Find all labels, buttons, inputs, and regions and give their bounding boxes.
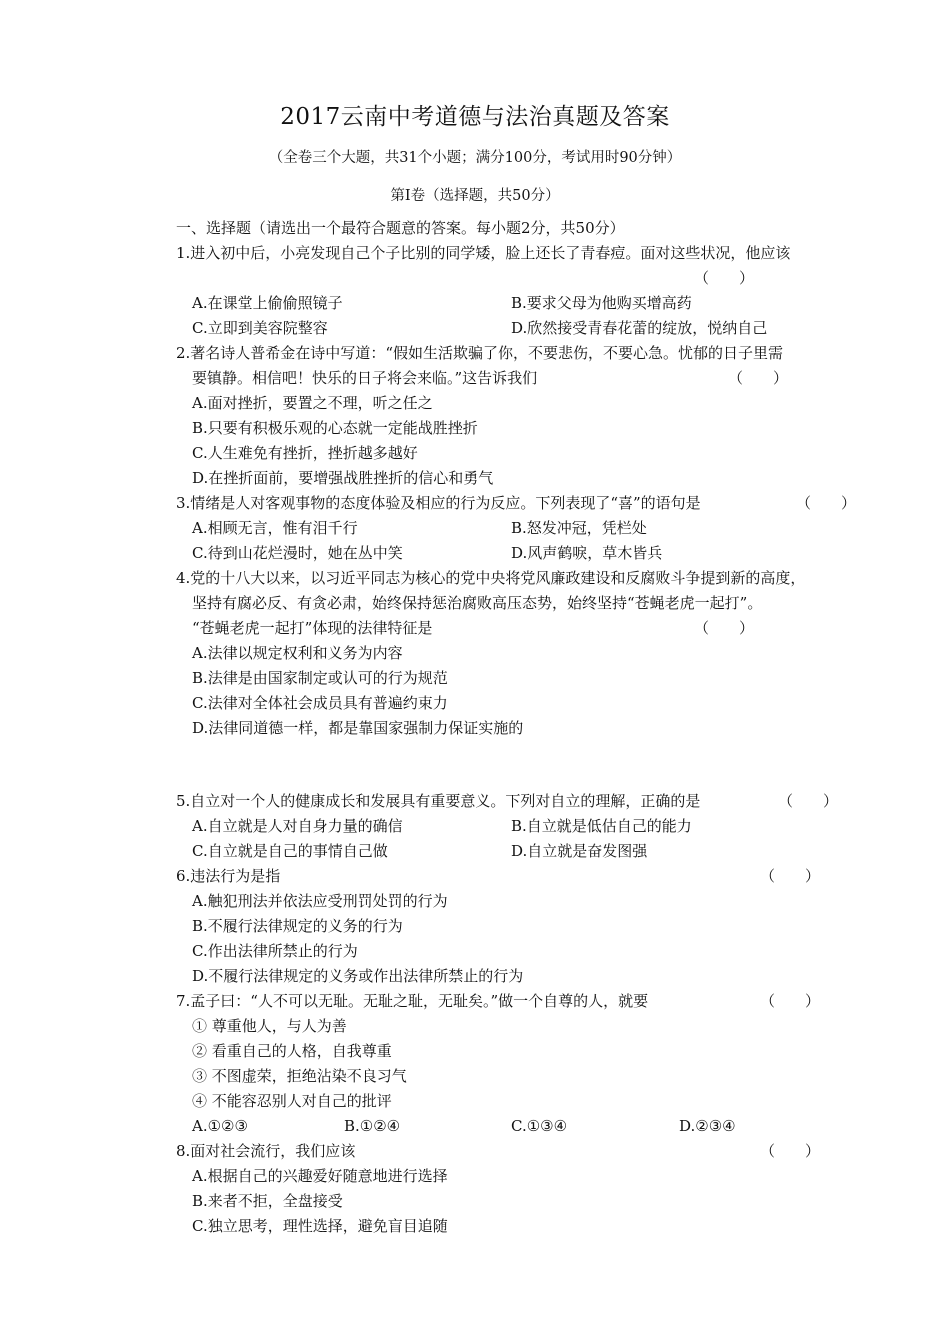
exam-info: （全卷三个大题，共31个小题；满分100分，考试用时90分钟） bbox=[268, 150, 682, 166]
answer-paren: （ ） bbox=[796, 494, 857, 512]
question-stem: 8.面对社会流行，我们应该 bbox=[176, 1142, 356, 1160]
option-d: D.不履行法律规定的义务或作出法律所禁止的行为 bbox=[192, 967, 524, 985]
question-stem: 1.进入初中后，小亮发现自己个子比别的同学矮，脸上还长了青春痘。面对这些状况，他应该 bbox=[176, 244, 791, 262]
question-7 bbox=[176, 989, 891, 1139]
option-a: A.自立就是人对自身力量的确信 bbox=[192, 817, 403, 835]
question-stem: 6.违法行为是指 bbox=[176, 867, 281, 885]
question-8 bbox=[176, 1139, 891, 1239]
question-stem: 要镇静。相信吧！快乐的日子将会来临。”这告诉我们 bbox=[192, 369, 538, 387]
question-2 bbox=[176, 341, 891, 491]
option-b: B.只要有积极乐观的心态就一定能战胜挫折 bbox=[192, 419, 478, 437]
question-stem: 坚持有腐必反、有贪必肃，始终保持惩治腐败高压态势，始终坚持“苍蝇老虎一起打”。 bbox=[192, 594, 763, 612]
question-stem: “苍蝇老虎一起打”体现的法律特征是 bbox=[192, 619, 433, 637]
question-stem: 7.孟子曰：“人不可以无耻。无耻之耻，无耻矣。”做一个自尊的人，就要 bbox=[176, 992, 649, 1010]
option-a: A.面对挫折，要置之不理，听之任之 bbox=[192, 394, 433, 412]
statement-item: ② 看重自己的人格，自我尊重 bbox=[192, 1042, 392, 1060]
option-c: C.人生难免有挫折，挫折越多越好 bbox=[192, 444, 418, 462]
page-title: 2017云南中考道德与法治真题及答案 bbox=[280, 104, 670, 130]
option-a: A.在课堂上偷偷照镜子 bbox=[192, 294, 343, 312]
option-c: C.法律对全体社会成员具有普遍约束力 bbox=[192, 694, 448, 712]
answer-paren: （ ） bbox=[760, 992, 821, 1010]
option-a: A.触犯刑法并依法应受刑罚处罚的行为 bbox=[192, 892, 448, 910]
option-c: C.立即到美容院整容 bbox=[192, 319, 328, 337]
answer-paren: （ ） bbox=[778, 792, 839, 810]
option-c: C.自立就是自己的事情自己做 bbox=[192, 842, 388, 860]
question-stem: 5.自立对一个人的健康成长和发展具有重要意义。下列对自立的理解，正确的是 bbox=[176, 792, 701, 810]
option-a: A.根据自己的兴趣爱好随意地进行选择 bbox=[192, 1167, 448, 1185]
answer-paren: （ ） bbox=[760, 1142, 821, 1160]
question-1 bbox=[176, 241, 891, 341]
answer-paren: （ ） bbox=[694, 269, 755, 287]
option-b: B.法律是由国家制定或认可的行为规范 bbox=[192, 669, 448, 687]
option-a: A.相顾无言，惟有泪千行 bbox=[192, 519, 358, 537]
section-heading: 一、选择题（请选出一个最符合题意的答案。每小题2分，共50分） bbox=[176, 219, 625, 237]
part-heading: 第Ⅰ卷（选择题，共50分） bbox=[390, 188, 560, 204]
option-d: D.法律同道德一样，都是靠国家强制力保证实施的 bbox=[192, 719, 524, 737]
option-b: B.来者不拒，全盘接受 bbox=[192, 1192, 343, 1210]
option-c: C.作出法律所禁止的行为 bbox=[192, 942, 358, 960]
question-4 bbox=[176, 566, 891, 741]
option-a: A.①②③ bbox=[192, 1117, 248, 1135]
option-b: B.不履行法律规定的义务的行为 bbox=[192, 917, 403, 935]
option-c: C.待到山花烂漫时，她在丛中笑 bbox=[192, 544, 403, 562]
option-b: B.自立就是低估自己的能力 bbox=[511, 817, 692, 835]
answer-paren: （ ） bbox=[728, 369, 789, 387]
question-list bbox=[176, 216, 891, 1239]
option-c: C.独立思考，理性选择，避免盲目追随 bbox=[192, 1217, 448, 1235]
option-a: A.法律以规定权利和义务为内容 bbox=[192, 644, 403, 662]
question-6 bbox=[176, 864, 891, 989]
question-stem: 2.著名诗人普希金在诗中写道：“假如生活欺骗了你，不要悲伤，不要心急。忧郁的日子里需 bbox=[176, 344, 783, 362]
statement-item: ③ 不图虚荣，拒绝沾染不良习气 bbox=[192, 1067, 407, 1085]
option-d: D.自立就是奋发图强 bbox=[511, 842, 648, 860]
question-5 bbox=[176, 789, 891, 864]
option-d: D.②③④ bbox=[679, 1117, 736, 1135]
answer-paren: （ ） bbox=[760, 867, 821, 885]
statement-item: ① 尊重他人，与人为善 bbox=[192, 1017, 347, 1035]
option-b: B.要求父母为他购买增高药 bbox=[511, 294, 692, 312]
question-3 bbox=[176, 491, 891, 566]
question-stem: 3.情绪是人对客观事物的态度体验及相应的行为反应。下列表现了“喜”的语句是 bbox=[176, 494, 701, 512]
option-d: D.在挫折面前，要增强战胜挫折的信心和勇气 bbox=[192, 469, 494, 487]
option-b: B.①②④ bbox=[344, 1117, 401, 1135]
answer-paren: （ ） bbox=[694, 619, 755, 637]
statement-item: ④ 不能容忍别人对自己的批评 bbox=[192, 1092, 392, 1110]
question-stem: 4.党的十八大以来，以习近平同志为核心的党中央将党风廉政建设和反腐败斗争提到新的高度， bbox=[176, 569, 806, 587]
option-d: D.欣然接受青春花蕾的绽放，悦纳自己 bbox=[511, 319, 768, 337]
option-b: B.怒发冲冠，凭栏处 bbox=[511, 519, 647, 537]
option-c: C.①③④ bbox=[511, 1117, 568, 1135]
option-d: D.风声鹤唳，草木皆兵 bbox=[511, 544, 663, 562]
